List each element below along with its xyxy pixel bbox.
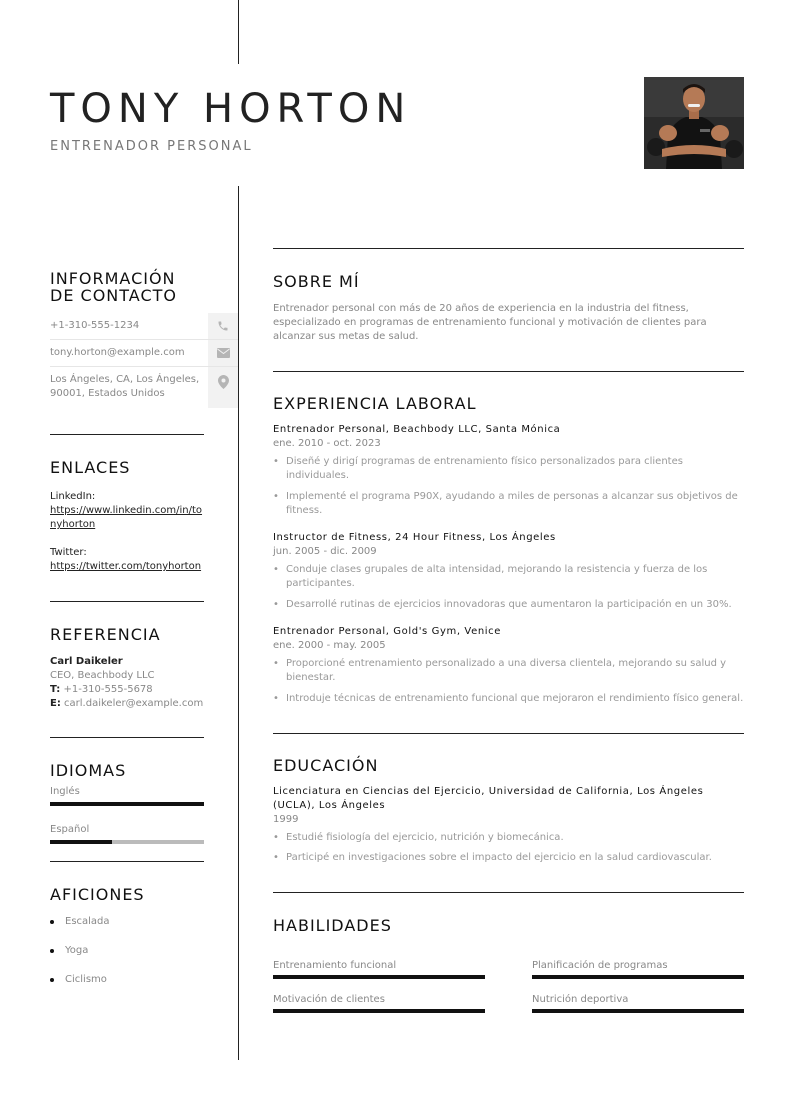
contact-phone-row: [50, 313, 238, 340]
links-heading: ENLACES: [50, 458, 131, 477]
linkedin-link[interactable]: https://www.linkedin.com/in/tonyhorton: [50, 505, 203, 530]
hobby-item: [50, 936, 204, 965]
reference-phone-prefix: T:: [50, 684, 61, 695]
reference-email[interactable]: carl.daikeler@example.com: [64, 698, 204, 709]
skill-name: Planificación de programas: [532, 960, 668, 971]
job-title: Entrenador Personal, Gold's Gym, Venice: [273, 626, 501, 637]
contact-email[interactable]: tony.horton@example.com: [50, 347, 185, 358]
job-entry: [273, 531, 744, 612]
education-bullet: • Participé en investigaciones sobre el impacto del ejercicio en la salud cardiovascular.: [273, 851, 744, 865]
hobby-item: [50, 907, 204, 936]
language-name: Español: [50, 824, 90, 835]
skills-section: [273, 917, 744, 1027]
job-bullet: • Proporcioné entrenamiento personalizado a una diversa clientela, mejorando su salud y bienestar.: [273, 657, 744, 685]
skill-name: Entrenamiento funcional: [273, 960, 397, 971]
link-item-linkedin: [50, 490, 204, 532]
contact-heading-line2: DE CONTACTO: [50, 286, 177, 305]
reference-phone-line: [50, 683, 204, 697]
skill-item: [273, 993, 485, 1027]
skills-grid: [273, 959, 744, 1027]
hobby-item: [50, 965, 204, 994]
job-bullet: • Diseñé y dirigí programas de entrenamiento físico personalizados para clientes individuales.: [273, 455, 744, 483]
links-section: [50, 459, 204, 574]
reference-name: Carl Daikeler: [50, 656, 123, 667]
education-degree: Licenciatura en Ciencias del Ejercicio, Universidad de California, Los Ángeles (UCLA), Los Ángeles: [273, 786, 704, 811]
job-entry: [273, 625, 744, 706]
job-dates: ene. 2010 - oct. 2023: [273, 438, 381, 449]
education-year: 1999: [273, 814, 299, 825]
left-column: [50, 270, 204, 994]
about-heading: SOBRE MÍ: [273, 272, 360, 291]
language-item: [50, 823, 204, 844]
about-section: [273, 273, 744, 344]
languages-section: [50, 762, 204, 844]
section-divider: [273, 892, 744, 893]
contact-email-row: [50, 340, 238, 367]
skill-level-bar: [273, 1009, 485, 1013]
skill-item: [273, 959, 485, 993]
candidate-name: TONY HORTON: [50, 86, 412, 132]
job-bullet: • Implementé el programa P90X, ayudando a miles de personas a alcanzar sus objetivos de fitness.: [273, 490, 744, 518]
contact-phone[interactable]: +1-310-555-1234: [50, 320, 140, 331]
hobby-label: Ciclismo: [65, 974, 107, 985]
hobbies-section: [50, 886, 204, 994]
job-bullet: • Introduje técnicas de entrenamiento funcional que mejoraron el rendimiento físico general.: [273, 692, 744, 706]
bullet-dot: [50, 978, 54, 982]
contact-address-row: [50, 367, 238, 408]
reference-section: [50, 626, 204, 711]
skills-heading: HABILIDADES: [273, 916, 392, 935]
education-bullet: • Estudié fisiología del ejercicio, nutrición y biomecánica.: [273, 831, 744, 845]
languages-heading: IDIOMAS: [50, 761, 127, 780]
skill-item: [532, 959, 744, 993]
job-title: Instructor de Fitness, 24 Hour Fitness, Los Ángeles: [273, 532, 556, 543]
envelope-icon: [208, 340, 238, 366]
about-text: Entrenador personal con más de 20 años de experiencia en la industria del fitness, especializado en programas de entrenamiento funcional y motivación de clientes para alcanzar sus metas de salud.: [273, 303, 707, 342]
job-dates: ene. 2000 - may. 2005: [273, 640, 386, 651]
skill-name: Nutrición deportiva: [532, 994, 629, 1005]
skill-level-bar: [532, 1009, 744, 1013]
map-pin-icon: [208, 367, 238, 408]
reference-phone[interactable]: +1-310-555-5678: [63, 684, 153, 695]
skill-item: [532, 993, 744, 1027]
hobbies-heading: AFICIONES: [50, 885, 145, 904]
section-divider: [273, 248, 744, 249]
hobby-label: Escalada: [65, 916, 110, 927]
reference-heading: REFERENCIA: [50, 625, 161, 644]
bullet-dot: [50, 949, 54, 953]
section-divider: [273, 733, 744, 734]
contact-heading-line1: INFORMACIÓN: [50, 269, 176, 288]
language-item: [50, 785, 204, 806]
section-divider: [50, 861, 204, 862]
language-level-fill: [50, 840, 112, 844]
profile-photo: [644, 77, 744, 169]
job-bullet: • Conduje clases grupales de alta intensidad, mejorando la resistencia y fuerza de los participantes.: [273, 563, 744, 591]
section-divider: [50, 737, 204, 738]
section-divider: [50, 601, 204, 602]
column-divider-line: [238, 186, 239, 1060]
language-name: Inglés: [50, 786, 80, 797]
experience-heading: EXPERIENCIA LABORAL: [273, 394, 477, 413]
link-label: LinkedIn:: [50, 491, 96, 502]
section-divider: [50, 434, 204, 435]
reference-email-prefix: E:: [50, 698, 61, 709]
twitter-link[interactable]: https://twitter.com/tonyhorton: [50, 561, 202, 572]
experience-section: [273, 395, 744, 706]
reference-position: CEO, Beachbody LLC: [50, 670, 155, 681]
reference-email-line: [50, 697, 204, 711]
education-heading: EDUCACIÓN: [273, 756, 379, 775]
hobby-label: Yoga: [65, 945, 89, 956]
education-section: [273, 757, 744, 865]
skill-level-bar: [273, 975, 485, 979]
contact-address: Los Ángeles, CA, Los Ángeles, 90001, Estados Unidos: [50, 374, 200, 399]
bullet-dot: [50, 920, 54, 924]
section-divider: [273, 371, 744, 372]
skill-level-bar: [532, 975, 744, 979]
job-entry: [273, 423, 744, 518]
link-label: Twitter:: [50, 547, 87, 558]
language-level-bar: [50, 840, 204, 844]
language-level-fill: [50, 802, 204, 806]
job-dates: jun. 2005 - dic. 2009: [273, 546, 377, 557]
link-item-twitter: [50, 546, 204, 574]
job-bullet: • Desarrollé rutinas de ejercicios innovadoras que aumentaron la participación en un 30%.: [273, 598, 744, 612]
skill-name: Motivación de clientes: [273, 994, 385, 1005]
language-level-bar: [50, 802, 204, 806]
job-title: Entrenador Personal, Beachbody LLC, Santa Mónica: [273, 424, 561, 435]
right-column: [273, 248, 744, 1027]
contact-section: [50, 270, 204, 408]
phone-icon: [208, 313, 238, 339]
candidate-role: ENTRENADOR PERSONAL: [50, 139, 253, 154]
contact-heading: [50, 270, 204, 304]
top-divider-line: [238, 0, 239, 64]
